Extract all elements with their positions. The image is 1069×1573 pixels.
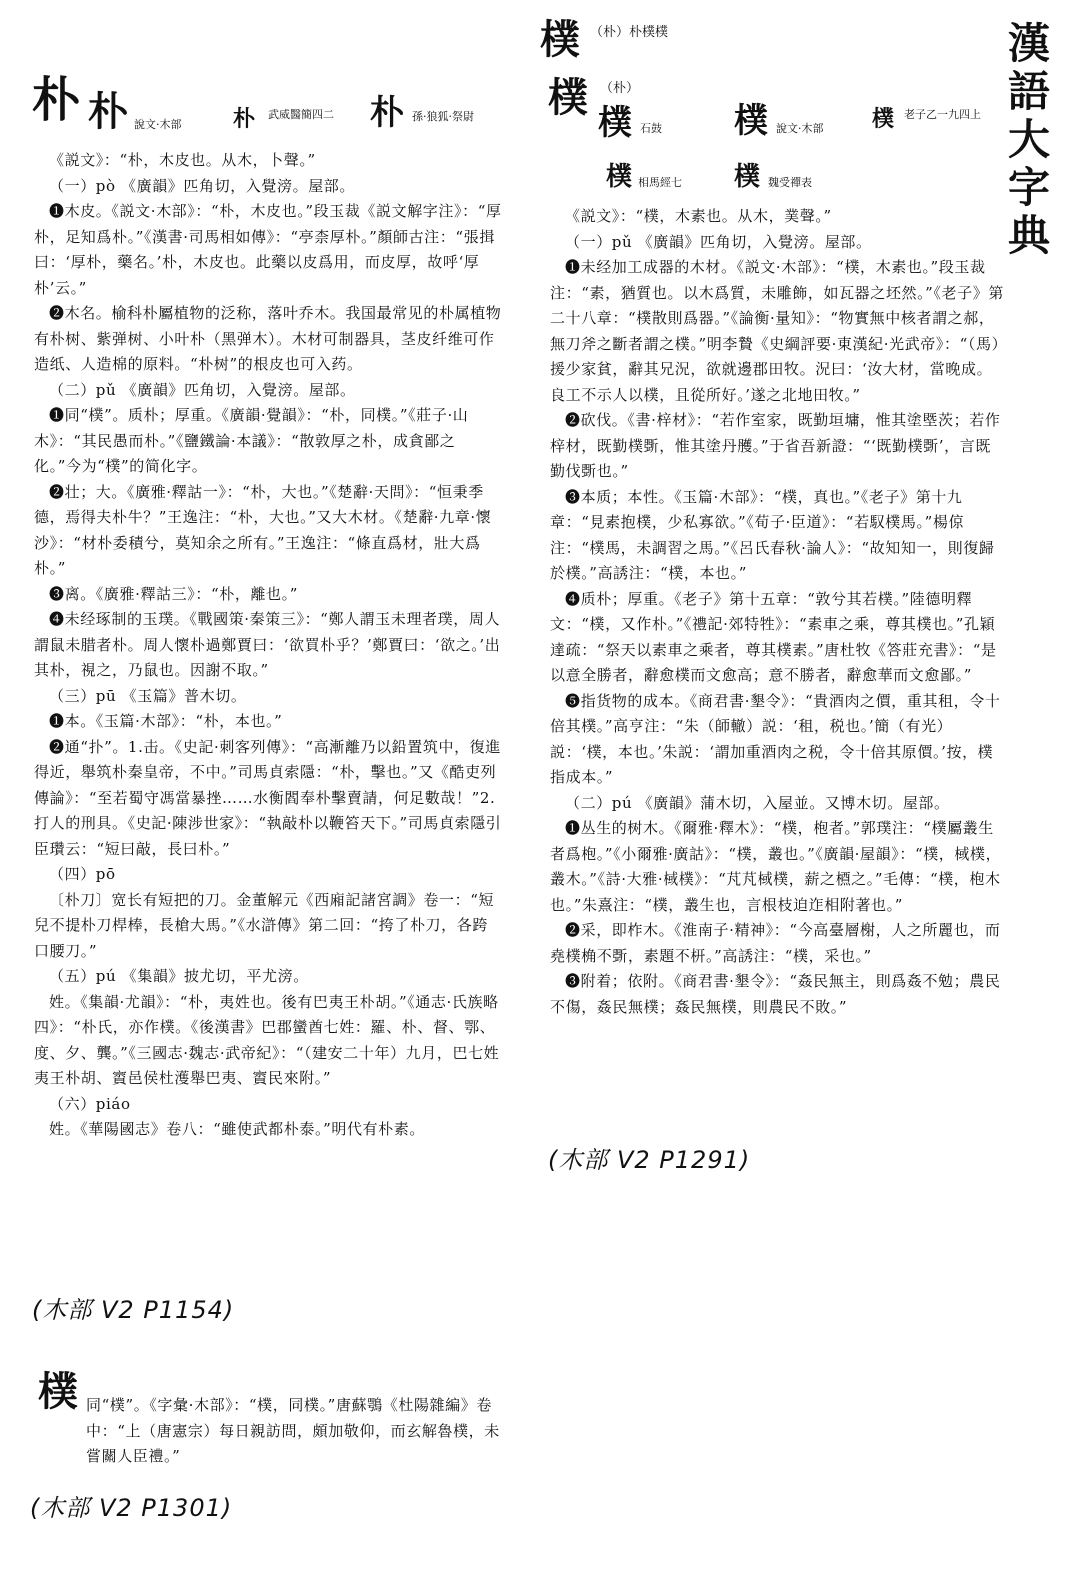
paragraph: ❶同“樸”。质朴；厚重。《廣韻·覺韻》：“朴，同樸。”《莊子·山木》：“其民愚而朴。”《鹽鐵論·本議》：“散敦厚之朴，成貪鄙之化。”今为“樸”的简化字。: [34, 406, 469, 475]
masthead-char: 漢: [1007, 19, 1050, 68]
variant-label: 說文·木部: [776, 122, 824, 135]
entry-body: [86, 1393, 506, 1470]
paragraph: ❶丛生的树木。《爾雅·釋木》：“樸，枹者。”郭璞注：“樸屬叢生者爲枹。”《小爾雅·廣詁》：“樸，叢也。”《廣韻·屋韻》：“樸，棫樸，叢木。”《詩·大雅·棫樸》：“芃芃棫樸，薪之槱之。”毛傳：“樸，枹木也。”朱熹注：“樸，叢生也，言根枝迫迮相附著也。”: [550, 819, 1002, 914]
variant-glyph: 朴: [233, 106, 256, 132]
variant-label: 孫·狼狐·祭尉: [412, 110, 474, 123]
variant-glyph: 樸: [872, 106, 895, 132]
variant-label: 老子乙一九四上: [904, 108, 981, 121]
entry-head-char: 朴: [32, 72, 81, 128]
paragraph: ❷通“扑”。1.击。《史記·刺客列傳》：“高漸離乃以鉛置筑中，復進得近，舉筑朴秦皇帝，不中。”司馬貞索隱：“朴，擊也。”又《酷吏列傳論》：“至若蜀守馮當暴挫……水衡閻奉朴擊賣請，何足數哉！”2.打人的刑具。《史記·陳涉世家》：“執敲朴以鞭笞天下。”司馬貞索隱引臣瓚云：“短曰敲，長曰朴。”: [34, 737, 502, 858]
paragraph: （二）pú 《廣韻》蒲木切，入屋並。又博木切。屋部。: [565, 793, 950, 812]
paragraph: ❹未经琢制的玉璞。《戰國策·秦策三》：“鄭人謂玉未理者璞，周人謂鼠未腊者朴。周人懷朴過鄭賈曰：‘欲買朴乎？’鄭賈曰：‘欲之。’出其朴，視之，乃鼠也。因謝不取。”: [34, 610, 501, 679]
paragraph: ❸离。《廣雅·釋詁三》：“朴，離也。”: [49, 584, 299, 603]
handwritten-note: (木部 V2 P1154): [32, 1296, 235, 1324]
entry-head-note: （朴）朴樸樸: [590, 25, 669, 40]
variant-label: 武威醫簡四二: [268, 108, 334, 121]
variant-glyph: 朴: [88, 88, 128, 135]
paragraph: （一）pǔ 《廣韻》匹角切，入覺滂。屋部。: [565, 232, 872, 251]
variant-glyph: 朴: [370, 93, 404, 133]
masthead-char: 語: [1007, 67, 1050, 116]
paragraph: ❷壮；大。《廣雅·釋詁一》：“朴，大也。”《楚辭·天問》：“恒秉季德，焉得夫朴牛？”王逸注：“朴，大也。”又大木材。《楚辭·九章·懷沙》：“材朴委積兮，莫知余之所有。”王逸注：“條直爲材，壯大爲朴。”: [34, 482, 492, 577]
entry-body: [34, 148, 502, 1143]
paragraph: 姓。《集韻·尤韻》：“朴，夷姓也。後有巴夷王朴胡。”《通志·氏族略四》：“朴氏，亦作樸。《後漢書》巴郡蠻酋七姓：羅、朴、督、鄂、度、夕、龔。”《三國志·魏志·武帝紀》：“（建安二十年）九月，巴七姓夷王朴胡、賨邑侯杜濩舉巴夷、賨民來附。”: [34, 992, 500, 1087]
paragraph: ❹质朴；厚重。《老子》第十五章：“敦兮其若樸。”陸德明釋文：“樸，又作朴。”《禮記·郊特牲》：“素車之乘，尊其樸也。”孔穎達疏：“祭天以素車之乘者，尊其樸素。”唐杜牧《答莊充書》：“是以意全勝者，辭愈樸而文愈高；意不勝者，辭愈華而文愈鄙。”: [550, 589, 997, 684]
paragraph: 同“樸”。《字彙·木部》：“樸，同樸。”唐蘇鶚《杜陽雜編》卷中：“上（唐憲宗）每日親訪問，頗加敬仰，而玄解魯樸，未嘗關人臣禮。”: [86, 1396, 500, 1465]
entry-head-char: 樸: [38, 1368, 78, 1415]
variant-label: 魏受禪表: [768, 176, 812, 189]
paragraph: ❺指货物的成本。《商君書·墾令》：“貴酒肉之價，重其租，令十倍其樸。”高亨注：“朱（師轍）説：‘租，税也。’簡（有光）説：‘樸，本也。’朱説：‘謂加重酒肉之税，令十倍其原價。’按，樸指成本。”: [550, 691, 1001, 786]
variant-label: 說文·木部: [134, 118, 182, 131]
paragraph: ❷砍伐。《書·梓材》：“若作室家，既勤垣墉，惟其塗塈茨；若作梓材，既勤樸斲，惟其塗丹雘。”于省吾新證：“‘既勤樸斲’，言既勤伐斲也。”: [550, 411, 1001, 480]
variant-label: 石鼓: [640, 122, 662, 135]
variant-label: 相馬經七: [638, 176, 682, 189]
paragraph: ❸本质；本性。《玉篇·木部》：“樸，真也。”《老子》第十九章：“見素抱樸，少私寡欲。”《荀子·臣道》：“若馭樸馬。”楊倞注：“樸馬，未調習之馬。”《呂氏春秋·論人》：“故知知一，則復歸於樸。”高誘注：“樸，本也。”: [550, 487, 995, 582]
paragraph: （三）pū 《玉篇》普木切。: [49, 686, 247, 705]
paragraph: ❶本。《玉篇·木部》：“朴，本也。”: [49, 712, 283, 730]
masthead-char: 字: [1007, 163, 1050, 212]
masthead: [1005, 20, 1053, 260]
paragraph: （五）pú 《集韻》披尤切，平尤滂。: [49, 967, 309, 985]
paragraph: 《説文》：“樸，木素也。从木，菐聲。”: [565, 207, 832, 225]
handwritten-note: (木部 V2 P1291): [548, 1146, 751, 1174]
paragraph: （六）piáo: [49, 1094, 131, 1113]
paragraph: 〔朴刀〕宽长有短把的刀。金董解元《西廂記諸宮調》卷一：“短兒不提朴刀桿棒，長槍大馬。”《水滸傳》第二回：“挎了朴刀，各跨口腰刀。”: [34, 890, 495, 960]
paragraph: ❸附着；依附。《商君書·墾令》：“姦民無主，則爲姦不勉；農民不傷，姦民無樸；姦民無樸，則農民不敗。”: [550, 972, 1001, 1016]
variant-glyph: 樸: [734, 162, 761, 192]
variant-glyph: 樸: [734, 101, 768, 141]
paragraph: ❷采，即柞木。《淮南子·精神》：“今高臺層榭，人之所麗也，而堯樸桷不斲，素題不枅。”高誘注：“樸，采也。”: [550, 921, 1001, 965]
entry-second-note: （朴）: [600, 81, 640, 96]
masthead-char: 典: [1007, 211, 1050, 260]
paragraph: ❷木名。榆科朴屬植物的泛称，落叶乔木。我国最常见的朴属植物有朴树、紫弹树、小叶朴（黑弹木）。木材可制器具，茎皮纤维可作造纸、人造棉的原料。“朴树”的根皮也可入药。: [34, 304, 502, 373]
masthead-char: 大: [1007, 115, 1050, 164]
entry-head-char: 樸: [540, 16, 580, 63]
paragraph: 《説文》：“朴，木皮也。从木，卜聲。”: [49, 151, 316, 169]
entry-second-char: 樸: [548, 74, 588, 121]
paragraph: （四）pō: [49, 865, 116, 883]
handwritten-note: (木部 V2 P1301): [30, 1494, 233, 1522]
variant-forms: [596, 100, 996, 196]
variant-glyph: 樸: [606, 162, 633, 192]
variant-glyph: 樸: [598, 103, 632, 143]
paragraph: （二）pǔ 《廣韻》匹角切，入覺滂。屋部。: [49, 380, 356, 399]
entry-body: [550, 204, 1006, 1020]
paragraph: ❶木皮。《説文·木部》：“朴，木皮也。”段玉裁《説文解字注》：“厚朴，足知爲朴。”《漢書·司馬相如傳》：“亭柰厚朴。”顏師古注：“張揖曰：‘厚朴，藥名。’朴，木皮也。此藥以皮爲用，而皮厚，故呼‘厚朴’云。”: [34, 202, 502, 297]
paragraph: ❶未经加工成器的木材。《説文·木部》：“樸，木素也。”段玉裁注：“素，猶質也。以木爲質，未雕飾，如瓦器之坯然。”《老子》第二十八章：“樸散則爲器。”《論衡·量知》：“物實無中核者謂之郝，無刀斧之斷者謂之樸。”明李贄《史綱評要·東漢紀·光武帝》：“（馬）援少家貧，辭其兄況，欲就邊郡田牧。況曰：‘汝大材，當晚成。良工不示人以樸，且從所好。’遂之北地田牧。”: [550, 258, 1004, 404]
variant-forms: [88, 88, 498, 142]
paragraph: 姓。《華陽國志》卷八：“雖使武都朴泰。”明代有朴素。: [49, 1120, 425, 1138]
paragraph: （一）pò 《廣韻》匹角切，入覺滂。屋部。: [49, 176, 356, 195]
